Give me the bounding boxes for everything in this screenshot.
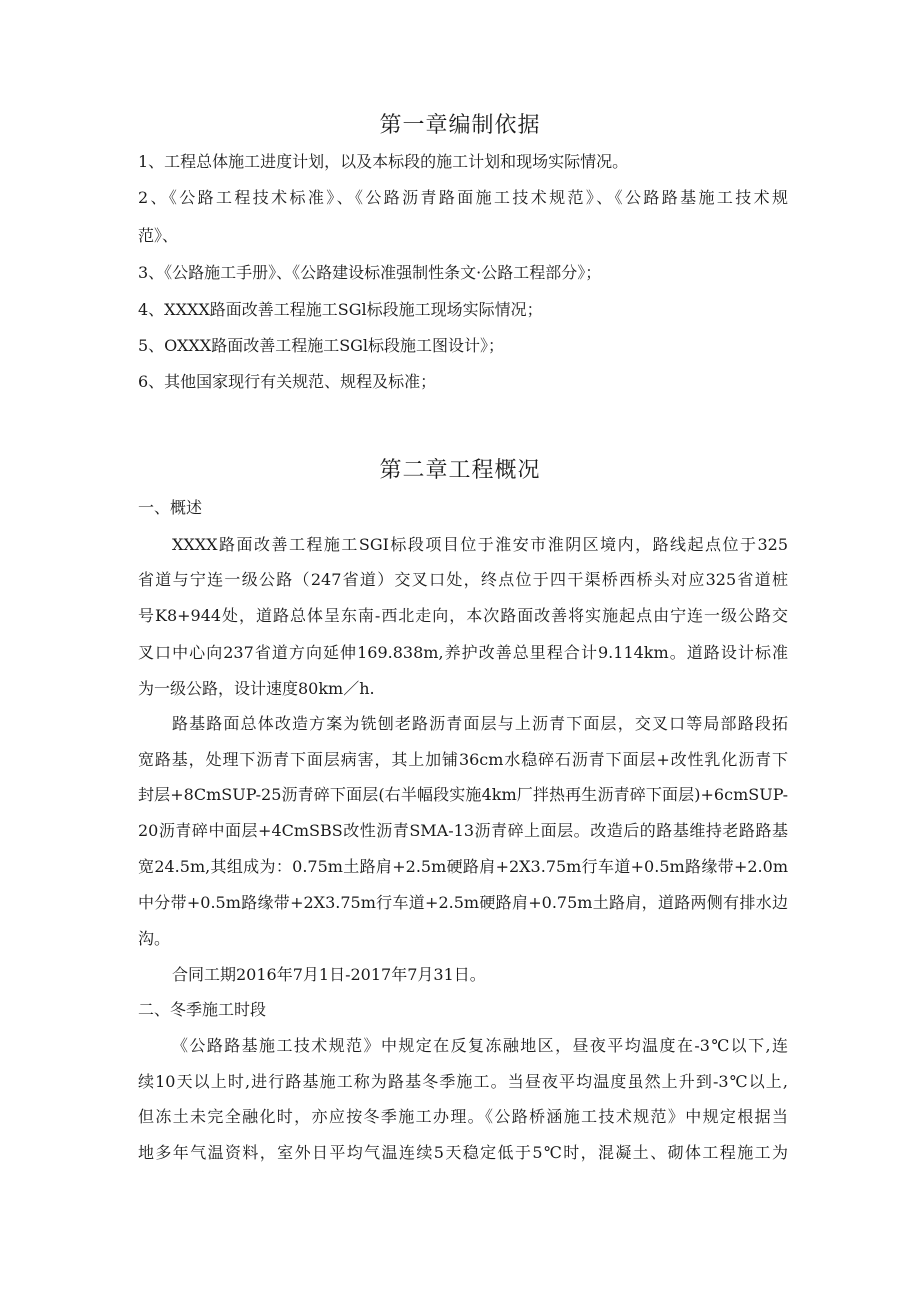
plan-para-line: 宽24.5m,其组成为：0.75m土路肩+2.5m硬路肩+2X3.75m行车道+0.5m路缘带+2.0m — [138, 857, 788, 876]
winter-para-line: 地多年气温资料，室外日平均气温连续5天稳定低于5℃时，混凝土、砌体工程施工为 — [138, 1143, 788, 1162]
section-winter-heading: 二、冬季施工时段 — [138, 1000, 267, 1019]
basis-item-5: 5、OXXX路面改善工程施工SGl标段施工图设计》； — [138, 336, 505, 355]
basis-item-2-cont: 范》、 — [138, 226, 179, 245]
winter-para-line: 但冻土未完全融化时，亦应按冬季施工办理。《公路桥涵施工技术规范》中规定根据当 — [138, 1107, 788, 1126]
chapter-1-title: 第一章编制依据 — [379, 113, 541, 138]
section-overview-heading: 一、概述 — [138, 498, 203, 517]
plan-para-line: 封层+8CmSUP-25沥青碎下面层(右半幅段实施4km厂拌热再生沥青碎下面层)+6cmSUP- — [138, 785, 788, 804]
plan-para-line: 宽路基，处理下沥青下面层病害，其上加铺36cm水稳碎石沥青下面层+改性乳化沥青下 — [138, 750, 788, 769]
basis-item-2: 2、《公路工程技术标准》、《公路沥青路面施工技术规范》、《公路路基施工技术规 — [138, 188, 788, 207]
plan-para-line: 中分带+0.5m路缘带+2X3.75m行车道+2.5m硬路肩+0.75m土路肩，道路两侧有排水边 — [138, 893, 788, 912]
plan-para-line: 沟。 — [138, 929, 171, 948]
basis-item-1: 1、工程总体施工进度计划，以及本标段的施工计划和现场实际情况。 — [138, 152, 629, 171]
overview-para-line: XXXX路面改善工程施工SGI标段项目位于淮安市淮阴区境内，路线起点位于325 — [172, 535, 788, 554]
plan-para-line: 路基路面总体改造方案为铣刨老路沥青面层与上沥青下面层，交叉口等局部路段拓 — [172, 714, 788, 733]
overview-para-line: 为一级公路，设计速度80km／h. — [138, 679, 375, 698]
plan-para-line: 20沥青碎中面层+4CmSBS改性沥青SMA-13沥青碎上面层。改造后的路基维持老路路基 — [138, 821, 788, 840]
winter-para-line: 《公路路基施工技术规范》中规定在反复冻融地区，昼夜平均温度在-3℃以下,连 — [172, 1036, 788, 1055]
contract-period: 合同工期2016年7月1日-2017年7月31日。 — [172, 965, 486, 984]
basis-item-4: 4、XXXX路面改善工程施工SGl标段施工现场实际情况； — [138, 300, 543, 319]
basis-item-3: 3、《公路施工手册》、《公路建设标准强制性条文·公路工程部分》； — [138, 263, 602, 282]
chapter-2-title: 第二章工程概况 — [379, 458, 541, 483]
overview-para-line: 号K8+944处，道路总体呈东南-西北走向，本次路面改善将实施起点由宁连一级公路交 — [138, 606, 788, 625]
overview-para-line: 省道与宁连一级公路（247省道）交叉口处，终点位于四干渠桥西桥头对应325省道桩 — [138, 570, 788, 589]
winter-para-line: 续10天以上时,进行路基施工称为路基冬季施工。当昼夜平均温度虽然上升到-3℃以上, — [138, 1072, 788, 1091]
basis-item-6: 6、其他国家现行有关规范、规程及标准； — [138, 372, 437, 391]
overview-para-line: 叉口中心向237省道方向延伸169.838m,养护改善总里程合计9.114km。道路设计标准 — [138, 643, 788, 662]
